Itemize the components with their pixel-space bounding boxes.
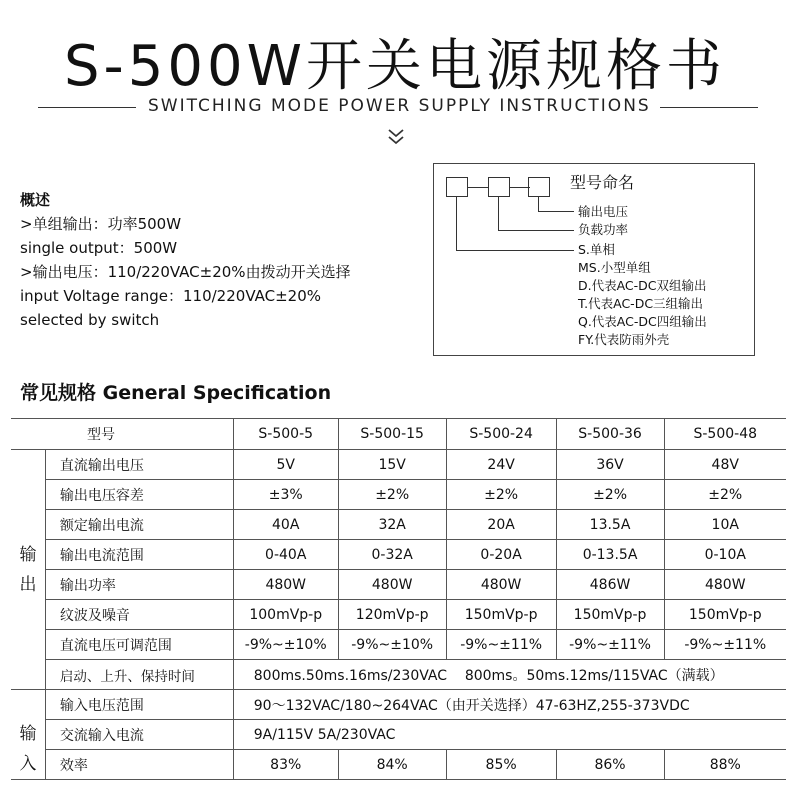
code-box — [528, 177, 550, 197]
header-model: S-500-48 — [664, 419, 786, 450]
cell-value: 13.5A — [556, 510, 664, 540]
connector-line — [498, 197, 499, 230]
cell-value: -9%~±11% — [446, 630, 556, 660]
cell-value: 24V — [446, 450, 556, 480]
cell-value: 83% — [233, 750, 338, 780]
subtitle-bar — [38, 96, 758, 120]
overview-line: input Voltage range：110/220VAC±20% — [20, 287, 321, 305]
table-row — [11, 750, 786, 780]
table-header-row — [11, 419, 786, 450]
cell-value: 150mVp-p — [664, 600, 786, 630]
cell-value: -9%~±11% — [664, 630, 786, 660]
code-dash — [510, 187, 530, 188]
cell-value: 86% — [556, 750, 664, 780]
model-naming-item: 负载功率 — [578, 222, 629, 237]
cell-value: 0-20A — [446, 540, 556, 570]
row-label: 额定输出电流 — [45, 510, 233, 540]
table-row — [11, 690, 786, 720]
table-row — [11, 540, 786, 570]
model-naming-box — [433, 163, 755, 356]
connector-line — [498, 230, 574, 231]
table-row — [11, 660, 786, 690]
row-label: 直流输出电压 — [45, 450, 233, 480]
row-label: 直流电压可调范围 — [45, 630, 233, 660]
cell-value: ±2% — [664, 480, 786, 510]
model-naming-item: S.单相 — [578, 242, 615, 257]
spec-section-title: 常见规格 General Specification — [20, 382, 332, 404]
cell-value: 486W — [556, 570, 664, 600]
cell-value: 84% — [338, 750, 446, 780]
row-label: 启动、上升、保持时间 — [45, 660, 233, 690]
table-row — [11, 600, 786, 630]
row-label: 交流输入电流 — [45, 720, 233, 750]
table-row — [11, 630, 786, 660]
connector-line — [538, 197, 539, 211]
subtitle: SWITCHING MODE POWER SUPPLY INSTRUCTIONS — [148, 96, 651, 116]
spec-table — [11, 418, 786, 780]
page-title: S-500W开关电源规格书 — [63, 34, 726, 99]
cell-value: 480W — [664, 570, 786, 600]
header-model: S-500-15 — [338, 419, 446, 450]
table-row — [11, 570, 786, 600]
header-model: S-500-5 — [233, 419, 338, 450]
cell-value: 9A/115V 5A/230VAC — [233, 720, 786, 750]
output-group-label: 输 出 — [11, 450, 45, 690]
cell-value: 150mVp-p — [446, 600, 556, 630]
cell-value: 85% — [446, 750, 556, 780]
row-label: 输入电压范围 — [45, 690, 233, 720]
cell-value: ±2% — [556, 480, 664, 510]
header-model-label: 型号 — [11, 419, 233, 450]
cell-value: 100mVp-p — [233, 600, 338, 630]
cell-value: -9%~±11% — [556, 630, 664, 660]
cell-value: 0-32A — [338, 540, 446, 570]
chevron-down-icon — [385, 128, 407, 150]
cell-value: 480W — [338, 570, 446, 600]
cell-value: 32A — [338, 510, 446, 540]
model-naming-item: MS.小型单组 — [578, 260, 651, 275]
model-naming-item: FY.代表防雨外壳 — [578, 332, 670, 347]
connector-line — [456, 250, 574, 251]
cell-value: 48V — [664, 450, 786, 480]
cell-value: 150mVp-p — [556, 600, 664, 630]
cell-value: -9%~±10% — [233, 630, 338, 660]
row-label: 输出电流范围 — [45, 540, 233, 570]
model-naming-item: T.代表AC-DC三组输出 — [578, 296, 704, 311]
header-model: S-500-36 — [556, 419, 664, 450]
cell-value: ±2% — [338, 480, 446, 510]
overview-heading: 概述 — [20, 191, 51, 209]
cell-value: 36V — [556, 450, 664, 480]
row-label: 纹波及噪音 — [45, 600, 233, 630]
model-naming-item: D.代表AC-DC双组输出 — [578, 278, 707, 293]
cell-value: ±2% — [446, 480, 556, 510]
overview-line: selected by switch — [20, 311, 160, 329]
cell-value: ±3% — [233, 480, 338, 510]
table-row — [11, 720, 786, 750]
cell-value: 480W — [446, 570, 556, 600]
output-section — [11, 450, 786, 690]
connector-line — [456, 197, 457, 250]
row-label: 效率 — [45, 750, 233, 780]
subtitle-right-rule — [660, 107, 758, 108]
code-dash — [468, 187, 488, 188]
cell-value: 0-40A — [233, 540, 338, 570]
cell-value: 0-10A — [664, 540, 786, 570]
connector-line — [538, 211, 574, 212]
header-model: S-500-24 — [446, 419, 556, 450]
row-label: 输出电压容差 — [45, 480, 233, 510]
code-box — [446, 177, 468, 197]
cell-value: 10A — [664, 510, 786, 540]
cell-value: -9%~±10% — [338, 630, 446, 660]
cell-value: 40A — [233, 510, 338, 540]
overview-section — [20, 188, 351, 332]
cell-value: 15V — [338, 450, 446, 480]
cell-value: 120mVp-p — [338, 600, 446, 630]
model-naming-item: Q.代表AC-DC四组输出 — [578, 314, 707, 329]
cell-value: 800ms.50ms.16ms/230VAC 800ms。50ms.12ms/115VAC（满载） — [233, 660, 786, 690]
row-label: 输出功率 — [45, 570, 233, 600]
table-row — [11, 480, 786, 510]
model-naming-title: 型号命名 — [570, 173, 635, 192]
table-row — [11, 510, 786, 540]
model-naming-item: 输出电压 — [578, 204, 629, 219]
cell-value: 90～132VAC/180~264VAC（由开关选择）47-63HZ,255-373VDC — [233, 690, 786, 720]
overview-line: >输出电压：110/220VAC±20%由拨动开关选择 — [20, 263, 351, 281]
cell-value: 0-13.5A — [556, 540, 664, 570]
code-box — [488, 177, 510, 197]
cell-value: 20A — [446, 510, 556, 540]
cell-value: 480W — [233, 570, 338, 600]
input-section — [11, 690, 786, 780]
input-group-label: 输 入 — [11, 690, 45, 780]
overview-line: >单组输出：功率500W — [20, 215, 182, 233]
cell-value: 88% — [664, 750, 786, 780]
overview-line: single output：500W — [20, 239, 178, 257]
cell-value: 5V — [233, 450, 338, 480]
subtitle-left-rule — [38, 107, 136, 108]
table-row — [11, 450, 786, 480]
